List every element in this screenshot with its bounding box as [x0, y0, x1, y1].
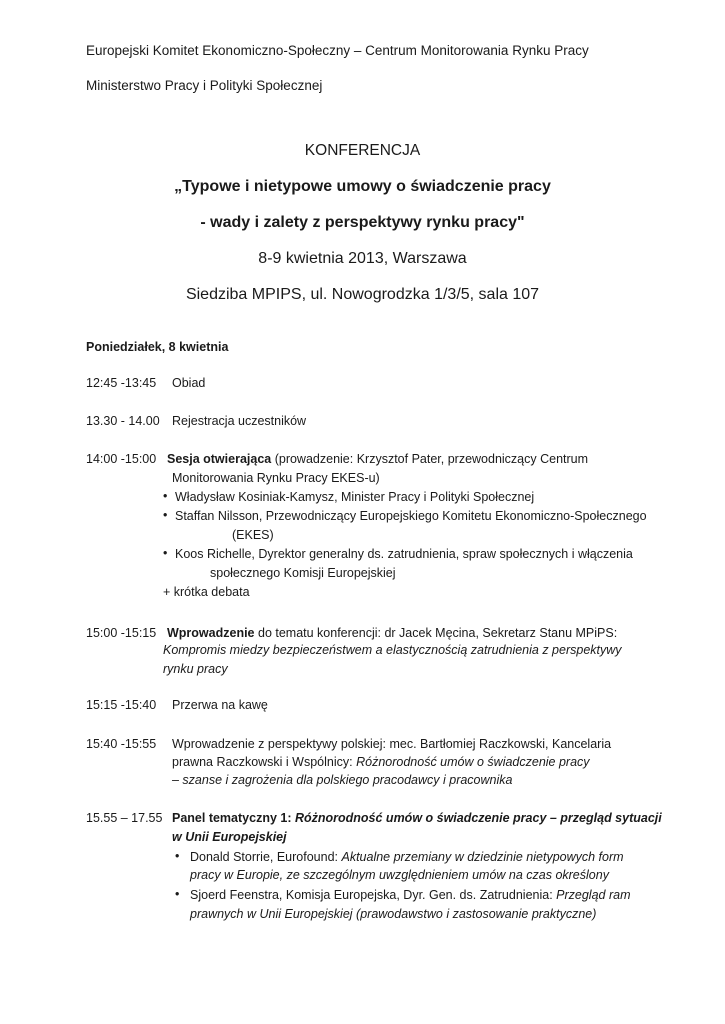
panel-speaker-2	[190, 886, 631, 905]
polish-line2	[172, 753, 590, 772]
intro-desc: do tematu konferencji: dr Jacek Męcina, Sekretarz Stanu MPiPS:	[254, 626, 618, 640]
bullet-icon: •	[163, 489, 168, 503]
item-opening	[167, 450, 588, 469]
panel-title-cont: w Unii Europejskiej	[172, 830, 287, 844]
conference-label: KONFERENCJA	[304, 142, 421, 159]
item-lunch: Obiad	[172, 376, 206, 390]
header-organization: Europejski Komitet Ekonomiczno-Społeczny – Centrum Monitorowania Rynku Pracy	[86, 43, 589, 58]
time-opening: 14:00 -15:00	[86, 452, 157, 466]
opening-speaker-2-cont: (EKES)	[232, 528, 274, 542]
opening-speaker-1: Władysław Kosiniak-Kamysz, Minister Pracy i Polityki Społecznej	[175, 490, 535, 504]
opening-debate: + krótka debata	[163, 585, 250, 599]
item-registration: Rejestracja uczestników	[172, 414, 307, 428]
panel-speaker-1-cont: pracy w Europie, ze szczególnym uwzględnieniem umów na czas określony	[190, 868, 609, 882]
time-panel: 15.55 – 17.55	[86, 811, 163, 825]
panel-speaker-2-topic: Przegląd ram	[556, 888, 631, 902]
conference-title-line2: - wady i zalety z perspektywy rynku pracy"	[200, 214, 525, 231]
intro-topic-line2: rynku pracy	[163, 662, 228, 676]
conference-venue: Siedziba MPIPS, ul. Nowogrodzka 1/3/5, sala 107	[185, 286, 540, 303]
bullet-icon: •	[163, 546, 168, 560]
day-heading: Poniedziałek, 8 kwietnia	[86, 340, 229, 354]
item-coffee: Przerwa na kawę	[172, 698, 268, 712]
intro-title: Wprowadzenie	[167, 626, 255, 640]
conference-title-line1: „Typowe i nietypowe umowy o świadczenie pracy	[174, 178, 551, 195]
bullet-icon: •	[163, 508, 168, 522]
panel-speaker-1-name: Donald Storrie, Eurofound:	[190, 850, 342, 864]
opening-speaker-3-cont: społecznego Komisji Europejskiej	[210, 566, 396, 580]
header-ministry: Ministerstwo Pracy i Polityki Społecznej	[86, 78, 323, 93]
polish-line2-topic: Różnorodność umów o świadczenie pracy	[356, 755, 590, 769]
panel-title	[172, 809, 662, 828]
panel-speaker-2-name: Sjoerd Feenstra, Komisja Europejska, Dyr. Gen. ds. Zatrudnienia:	[190, 888, 557, 902]
time-polish: 15:40 -15:55	[86, 737, 157, 751]
bullet-icon: •	[175, 887, 180, 901]
opening-speaker-3: Koos Richelle, Dyrektor generalny ds. zatrudnienia, spraw społecznych i włączenia	[175, 547, 633, 561]
panel-speaker-1	[190, 848, 624, 867]
conference-date: 8-9 kwietnia 2013, Warszawa	[258, 250, 467, 267]
panel-speaker-1-topic: Aktualne przemiany w dziedzinie nietypowych form	[341, 850, 624, 864]
polish-line2-text: prawna Raczkowski i Wspólnicy:	[172, 755, 357, 769]
panel-title-topic: Różnorodność umów o świadczenie pracy – przegląd sytuacji	[294, 811, 662, 825]
opening-desc: (prowadzenie: Krzysztof Pater, przewodniczący Centrum	[271, 452, 589, 466]
intro-topic-line1: Kompromis miedzy bezpieczeństwem a elastycznością zatrudnienia z perspektywy	[163, 643, 622, 657]
time-lunch: 12:45 -13:45	[86, 376, 157, 390]
bullet-icon: •	[175, 849, 180, 863]
polish-line1: Wprowadzenie z perspektywy polskiej: mec. Bartłomiej Raczkowski, Kancelaria	[172, 737, 612, 751]
time-intro: 15:00 -15:15	[86, 626, 157, 640]
opening-speaker-2: Staffan Nilsson, Przewodniczący Europejskiego Komitetu Ekonomiczno-Społecznego	[175, 509, 647, 523]
polish-line3: – szanse i zagrożenia dla polskiego pracodawcy i pracownika	[172, 773, 513, 787]
time-registration: 13.30 - 14.00	[86, 414, 160, 428]
time-coffee: 15:15 -15:40	[86, 698, 157, 712]
opening-desc-cont: Monitorowania Rynku Pracy EKES-u)	[172, 471, 380, 485]
opening-title: Sesja otwierająca	[167, 452, 272, 466]
panel-speaker-2-cont: prawnych w Unii Europejskiej (prawodawstwo i zastosowanie praktyczne)	[190, 907, 597, 921]
panel-title-label: Panel tematyczny 1:	[172, 811, 295, 825]
